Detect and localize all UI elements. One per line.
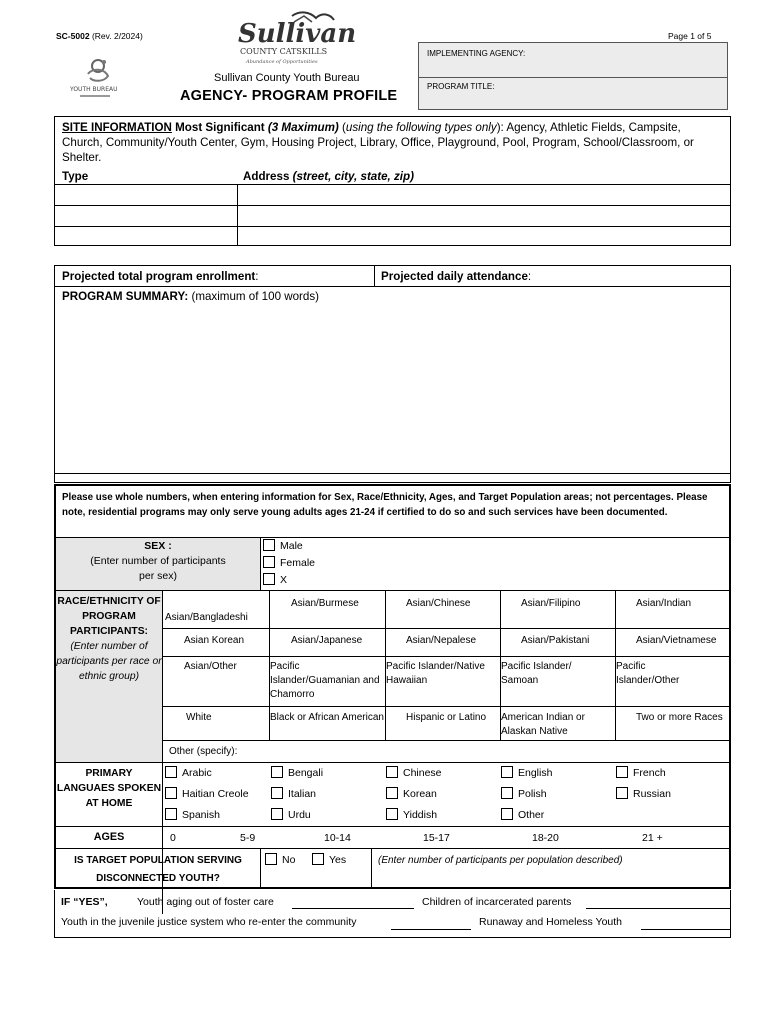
race-asian-vietnamese[interactable]: Asian/Vietnamese bbox=[636, 635, 717, 646]
site-type-input[interactable] bbox=[55, 206, 237, 226]
foster-care-input[interactable] bbox=[292, 908, 414, 909]
race-asian-japanese[interactable]: Asian/Japanese bbox=[291, 635, 363, 646]
race-asian-burmese[interactable]: Asian/Burmese bbox=[291, 598, 359, 609]
language-label: French bbox=[633, 767, 666, 779]
female-checkbox[interactable] bbox=[263, 556, 275, 568]
site-type-input[interactable] bbox=[55, 185, 237, 205]
page-title: AGENCY- PROGRAM PROFILE bbox=[180, 88, 398, 104]
language-checkbox-arabic[interactable] bbox=[165, 766, 177, 778]
female-label: Female bbox=[280, 557, 316, 569]
language-checkbox-english[interactable] bbox=[501, 766, 513, 778]
target-yes-label: Yes bbox=[329, 854, 347, 866]
language-checkbox-bengali[interactable] bbox=[271, 766, 283, 778]
language-label: Polish bbox=[518, 788, 547, 800]
target-hint: (Enter number of participants per population described) bbox=[378, 855, 623, 866]
male-label: Male bbox=[280, 540, 303, 552]
target-no-label: No bbox=[282, 854, 296, 866]
runaway-label: Runaway and Homeless Youth bbox=[479, 916, 623, 928]
language-checkbox-chinese[interactable] bbox=[386, 766, 398, 778]
address-column-header: Address (street, city, state, zip) bbox=[243, 170, 414, 183]
race-asian-indian[interactable]: Asian/Indian bbox=[636, 598, 692, 609]
youth-bureau-logo bbox=[70, 54, 130, 100]
if-yes-label: IF “YES”, bbox=[61, 896, 108, 908]
race-two-or-more[interactable]: Two or more Races bbox=[636, 712, 723, 723]
target-no-checkbox[interactable] bbox=[265, 853, 277, 865]
language-label: Arabic bbox=[182, 767, 212, 779]
juvenile-justice-label: Youth in the juvenile justice system who re-enter the community bbox=[61, 916, 357, 928]
type-column-header: Type bbox=[62, 170, 89, 183]
language-checkbox-spanish[interactable] bbox=[165, 808, 177, 820]
agency-box bbox=[418, 42, 728, 110]
race-pacific-hawaiian[interactable]: Pacific Islander/Native Hawaiian bbox=[386, 661, 485, 686]
whole-numbers-note: Please use whole numbers, when entering information for Sex, Race/Ethnicity, Ages, and Target Population areas; not percentages. Please note, residential programs may only serve young adults ages 21-24 if certified to do so and such services have been documented. bbox=[62, 492, 708, 518]
bureau-name: Sullivan County Youth Bureau bbox=[214, 72, 360, 84]
language-checkbox-french[interactable] bbox=[616, 766, 628, 778]
language-label: Urdu bbox=[288, 809, 311, 821]
target-yes-checkbox[interactable] bbox=[312, 853, 324, 865]
language-checkbox-italian[interactable] bbox=[271, 787, 283, 799]
age-10-14-input[interactable]: 10-14 bbox=[324, 832, 351, 844]
sex-label: SEX : (Enter number of participants per sex) bbox=[90, 540, 226, 582]
language-checkbox-russian[interactable] bbox=[616, 787, 628, 799]
race-black[interactable]: Black or African American bbox=[270, 712, 384, 723]
language-checkbox-haitian-creole[interactable] bbox=[165, 787, 177, 799]
language-checkbox-other[interactable] bbox=[501, 808, 513, 820]
language-label: Korean bbox=[403, 788, 437, 800]
age-5-9-input[interactable]: 5-9 bbox=[240, 832, 256, 844]
language-label: Haitian Creole bbox=[182, 788, 249, 800]
x-checkbox[interactable] bbox=[263, 573, 275, 585]
age-15-17-input[interactable]: 15-17 bbox=[423, 832, 450, 844]
language-label: Italian bbox=[288, 788, 317, 800]
race-pacific-samoan[interactable]: Pacific Islander/ Samoan bbox=[501, 661, 572, 686]
sullivan-county-logo bbox=[234, 8, 357, 66]
svg-text:YOUTH BUREAU: YOUTH BUREAU bbox=[70, 86, 118, 93]
race-asian-nepalese[interactable]: Asian/Nepalese bbox=[406, 635, 477, 646]
language-label: Spanish bbox=[182, 809, 220, 821]
incarcerated-parents-label: Children of incarcerated parents bbox=[422, 896, 572, 908]
language-checkbox-yiddish[interactable] bbox=[386, 808, 398, 820]
site-address-input[interactable] bbox=[238, 206, 730, 226]
language-label: Yiddish bbox=[403, 809, 438, 821]
site-information-section bbox=[54, 116, 731, 246]
race-american-indian[interactable]: American Indian or Alaskan Native bbox=[501, 712, 585, 737]
language-label: Bengali bbox=[288, 767, 324, 779]
ages-label: AGES bbox=[93, 831, 125, 843]
program-summary-field[interactable]: PROGRAM SUMMARY: (maximum of 100 words) bbox=[62, 290, 320, 303]
race-asian-chinese[interactable]: Asian/Chinese bbox=[406, 598, 471, 609]
site-type-input[interactable] bbox=[55, 227, 237, 247]
language-checkbox-polish[interactable] bbox=[501, 787, 513, 799]
incarcerated-parents-input[interactable] bbox=[586, 908, 731, 909]
race-other-specify[interactable]: Other (specify): bbox=[169, 746, 238, 757]
language-label: English bbox=[518, 767, 553, 779]
juvenile-justice-input[interactable] bbox=[391, 929, 471, 930]
language-checkbox-korean[interactable] bbox=[386, 787, 398, 799]
race-hispanic[interactable]: Hispanic or Latino bbox=[406, 712, 487, 723]
age-21-plus-input[interactable]: 21 + bbox=[642, 832, 663, 844]
daily-attendance-field[interactable]: Projected daily attendance: bbox=[381, 270, 532, 283]
race-pacific-guamanian[interactable]: Pacific Islander/Guamanian and Chamorro bbox=[270, 661, 380, 700]
language-label: Other bbox=[518, 809, 545, 821]
languages-label: PRIMARY LANGUAES SPOKEN AT HOME bbox=[56, 768, 162, 809]
male-checkbox[interactable] bbox=[263, 539, 275, 551]
race-label: RACE/ETHNICITY OF PROGRAM PARTICIPANTS: (Enter number of participants per race or ethnic group) bbox=[56, 596, 162, 682]
age-0-input[interactable]: 0 bbox=[170, 832, 176, 844]
foster-care-label: Youth aging out of foster care bbox=[137, 896, 274, 908]
svg-text:Abundance of Opportunities: Abundance of Opportunities bbox=[246, 59, 318, 65]
language-checkbox-urdu[interactable] bbox=[271, 808, 283, 820]
site-address-input[interactable] bbox=[238, 185, 730, 205]
race-asian-other[interactable]: Asian/Other bbox=[184, 661, 237, 672]
implementing-agency-field[interactable]: IMPLEMENTING AGENCY: bbox=[427, 49, 526, 58]
total-enrollment-field[interactable]: Projected total program enrollment: bbox=[62, 270, 259, 283]
form-code: SC-5002 (Rev. 2/2024) bbox=[56, 31, 143, 41]
runaway-input[interactable] bbox=[641, 929, 731, 930]
race-asian-korean[interactable]: Asian Korean bbox=[184, 635, 245, 646]
target-population-label: IS TARGET POPULATION SERVING DISCONNECTED YOUTH? bbox=[74, 855, 242, 884]
x-label: X bbox=[280, 574, 288, 586]
page-number: Page 1 of 5 bbox=[668, 31, 712, 41]
race-asian-pakistani[interactable]: Asian/Pakistani bbox=[521, 635, 590, 646]
language-label: Russian bbox=[633, 788, 671, 800]
site-address-input[interactable] bbox=[238, 227, 730, 247]
race-asian-filipino[interactable]: Asian/Filipino bbox=[521, 598, 581, 609]
svg-text:COUNTY CATSKILLS: COUNTY CATSKILLS bbox=[240, 47, 328, 56]
program-title-field[interactable]: PROGRAM TITLE: bbox=[427, 82, 495, 91]
site-instructions: SITE INFORMATION Most Significant (3 Maximum) (using the following types only): Agency, Athletic Fields, Campsite, Church, Community/Youth Center, Gym, Housing Project, Library, Office, Playground, Pool, Program, School/Classroom, or Shelter. bbox=[62, 121, 694, 164]
site-table bbox=[55, 184, 730, 245]
language-label: Chinese bbox=[403, 767, 442, 779]
race-pacific-other[interactable]: Pacific Islander/Other bbox=[616, 661, 680, 686]
svg-text:Sullivan: Sullivan bbox=[238, 19, 357, 49]
if-yes-section bbox=[54, 890, 731, 938]
age-18-20-input[interactable]: 18-20 bbox=[532, 832, 559, 844]
race-asian-bangladeshi[interactable]: Asian/Bangladeshi bbox=[165, 612, 248, 623]
demographics-section bbox=[54, 484, 731, 889]
enrollment-section bbox=[54, 265, 731, 483]
race-white[interactable]: White bbox=[186, 712, 212, 723]
